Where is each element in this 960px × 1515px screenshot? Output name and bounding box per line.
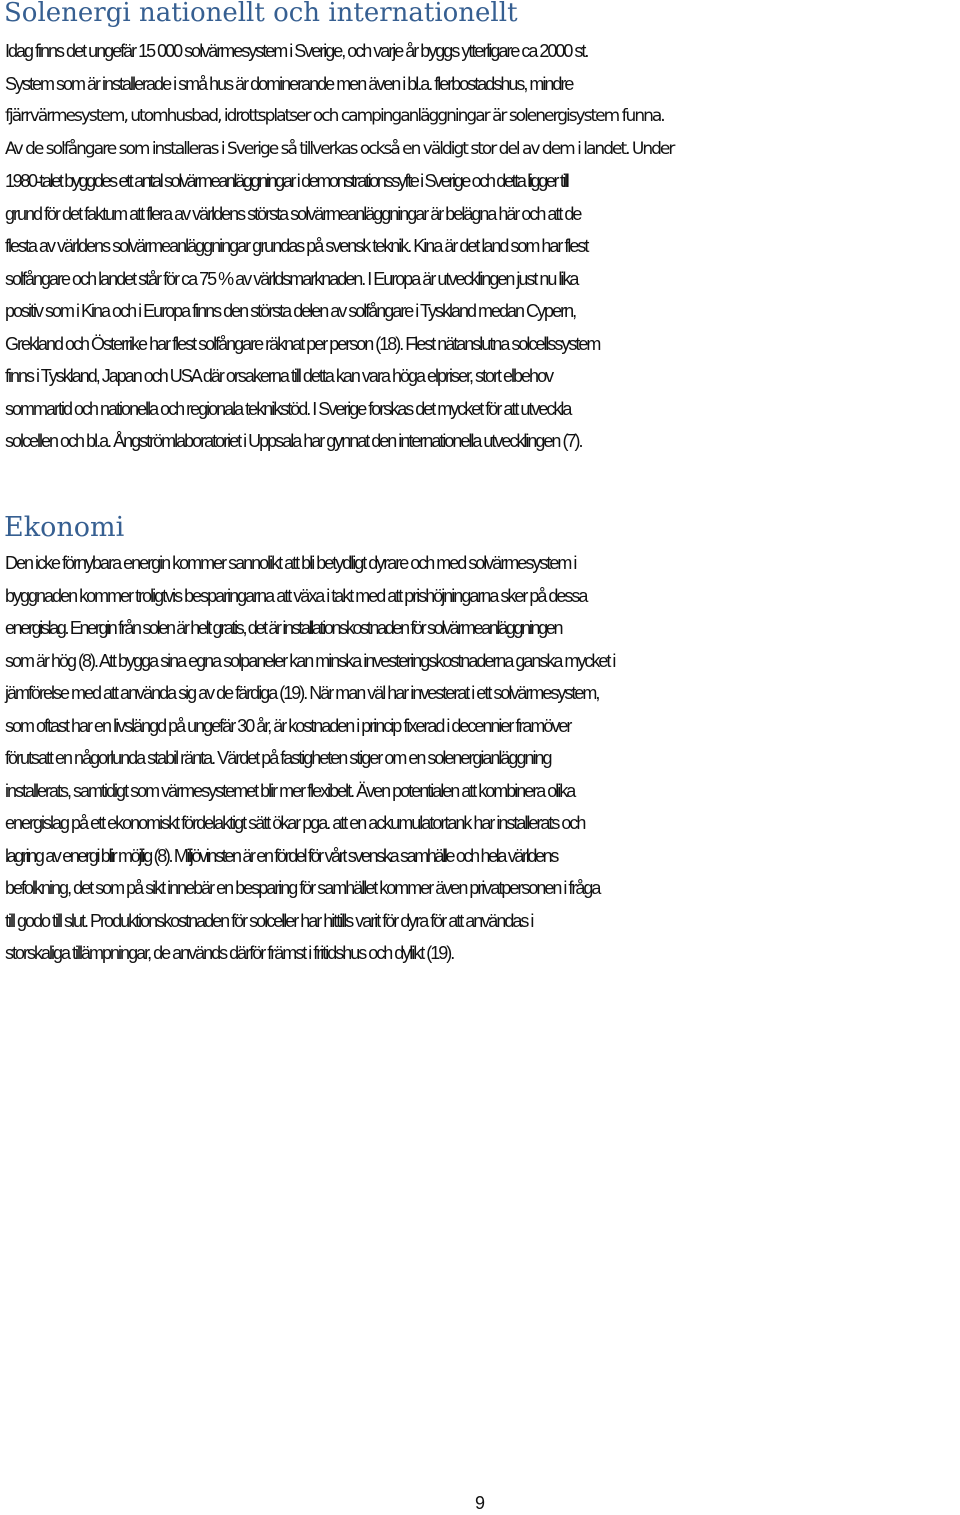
text-line: grund för det faktum att flera av världens största solvärmeanläggningar är belägna här och att de <box>5 203 581 224</box>
text-line: solfångare och landet står för ca 75 % av världsmarknaden. I Europa är utvecklingen just nu lika <box>5 268 578 289</box>
text-line: Grekland och Österrike har flest solfångare räknat per person (18). Flest nätanslutna solcellssystem <box>5 333 600 354</box>
paragraph-ekonomi <box>5 547 960 970</box>
text-line: solcellen och bl.a. Ångströmlaboratoriet i Uppsala har gynnat den internationella utvecklingen (7). <box>5 431 582 451</box>
section-heading-solenergi: Solenergi nationellt och internationellt <box>4 0 518 28</box>
text-line: förutsatt en någorlunda stabil ränta. Värdet på fastigheten stiger om en solenergianläggning <box>5 748 551 768</box>
text-line: som oftast har en livslängd på ungefär 30 år, är kostnaden i princip fixerad i decennier framöver <box>5 715 571 736</box>
text-line: jämförelse med att använda sig av de färdiga (19). När man väl har investerat i ett solvärmesystem, <box>5 683 599 703</box>
text-line: storskaliga tillämpningar, de används därför främst i fritidshus och dylikt (19). <box>5 943 454 963</box>
text-line: 1980-talet byggdes ett antal solvärmeanläggningar i demonstrationssyfte i Sverige och detta ligger till <box>5 171 568 191</box>
text-line: finns i Tyskland, Japan och USA där orsakerna till detta kan vara höga elpriser, stort elbehov <box>5 366 553 386</box>
text-line: System som är installerade i små hus är dominerande men även i bl.a. flerbostadshus, mindre <box>5 73 573 94</box>
text-line: som är hög (8). Att bygga sina egna solpaneler kan minska investeringskostnaderna ganska mycket i <box>5 650 615 671</box>
text-line: energislag på ett ekonomiskt fördelaktigt sätt ökar pga. att en ackumulatortank har installerats och <box>5 813 585 833</box>
text-line: positiv som i Kina och i Europa finns den största delen av solfångare i Tyskland medan Cypern, <box>5 301 576 321</box>
section-heading-ekonomi: Ekonomi <box>4 512 125 543</box>
text-line: installerats, samtidigt som värmesystemet blir mer flexibelt. Även potentialen att kombinera olika <box>5 780 575 801</box>
paragraph-solenergi <box>5 35 960 458</box>
text-line: fjärrvärmesystem, utomhusbad, idrottsplatser och campinganläggningar är solenergisystem funna. <box>5 106 664 126</box>
text-line: energislag. Energin från solen är helt gratis, det är installationskostnaden för solvärmeanläggningen <box>5 618 562 638</box>
text-line: lagring av energi blir möjlig (8). Miljövinsten är en fördel för vårt svenska samhälle och hela världens <box>5 845 557 866</box>
text-line: till godo till slut. Produktionskostnaden för solceller har hittills varit för dyra för att användas i <box>5 910 533 931</box>
page-number: 9 <box>474 1493 485 1513</box>
text-line: sommartid och nationella och regionala teknikstöd. I Sverige forskas det mycket för att utveckla <box>5 398 571 419</box>
text-line: befolkning, det som på sikt innebär en besparing för samhället kommer även privatpersonen i fråga <box>5 878 600 898</box>
text-line: Den icke förnybara energin kommer sannolikt att bli betydligt dyrare och med solvärmesystem i <box>5 553 576 573</box>
text-line: Idag finns det ungefär 15 000 solvärmesystem i Sverige, och varje år byggs ytterligare ca 2000 st. <box>5 41 588 61</box>
text-line: flesta av världens solvärmeanläggningar grundas på svensk teknik. Kina är det land som har flest <box>5 236 588 256</box>
text-line: Av de solfångare som installeras i Sverige så tillverkas också en väldigt stor del av dem i landet. Under <box>5 138 674 159</box>
text-line: byggnaden kommer troligtvis besparingarna att växa i takt med att prishöjningarna sker på dessa <box>5 585 587 606</box>
